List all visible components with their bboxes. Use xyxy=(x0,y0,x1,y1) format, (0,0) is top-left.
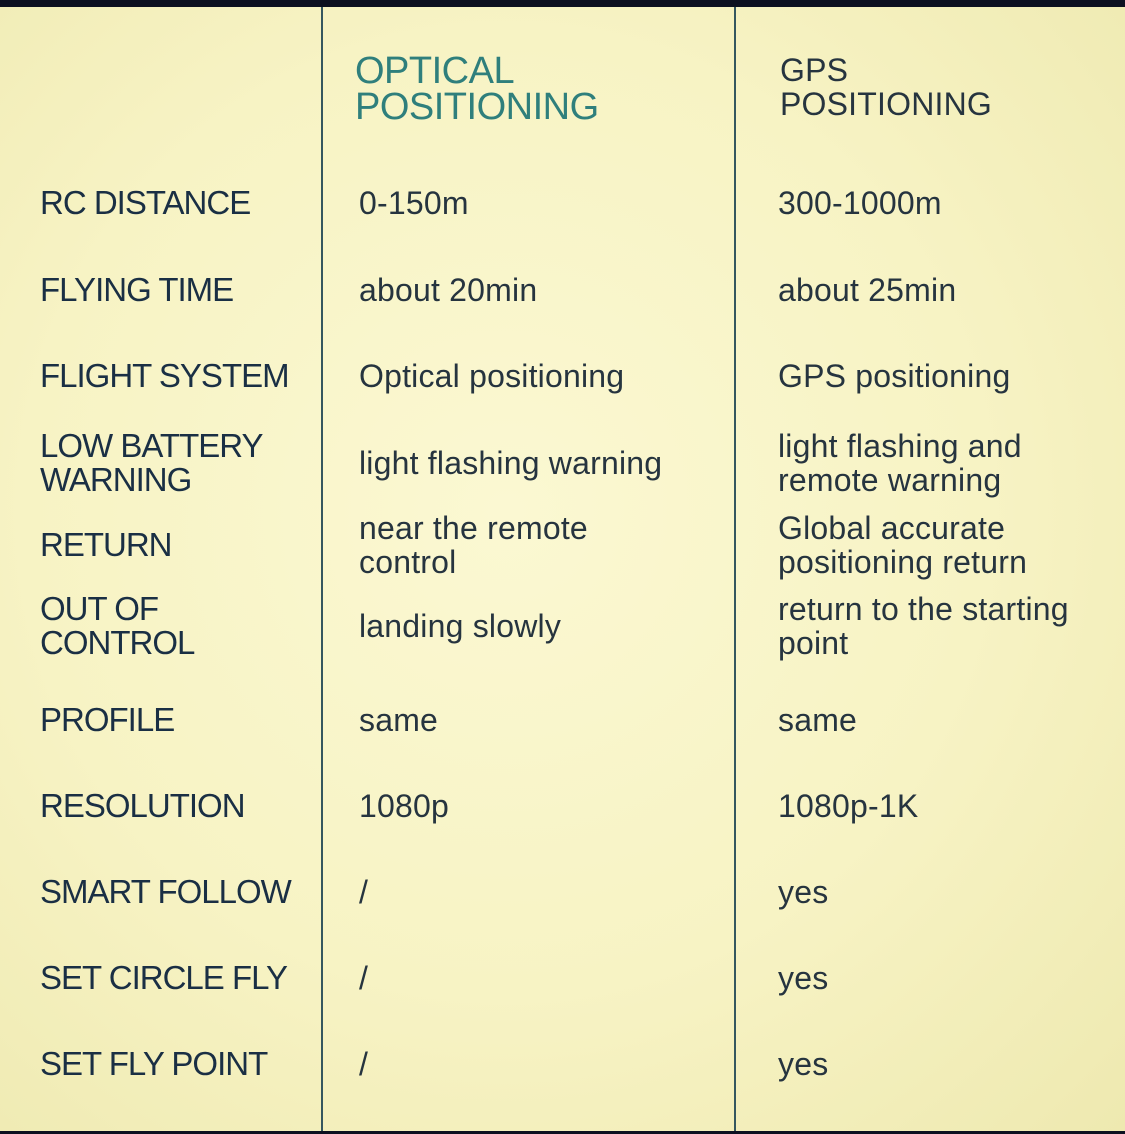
row-label: FLYING TIME xyxy=(40,271,234,308)
optical-value: / xyxy=(359,874,369,910)
row-label: RESOLUTION xyxy=(40,787,245,824)
optical-value: / xyxy=(359,960,369,996)
table-row-rc-distance xyxy=(0,173,1125,233)
optical-value: near the remote control xyxy=(359,510,588,580)
header-optical-positioning: OPTICAL POSITIONING xyxy=(355,50,599,128)
comparison-table xyxy=(0,7,1125,1131)
optical-value: landing slowly xyxy=(359,608,562,644)
optical-value: about 20min xyxy=(359,272,538,308)
table-row-flying-time xyxy=(0,260,1125,320)
optical-value: 0-150m xyxy=(359,185,469,221)
gps-value: yes xyxy=(778,874,829,910)
gps-value: return to the starting point xyxy=(778,591,1069,661)
table-row-flight-system xyxy=(0,346,1125,406)
optical-value: / xyxy=(359,1046,369,1082)
row-label: LOW BATTERY WARNING xyxy=(40,427,263,498)
optical-value: 1080p xyxy=(359,788,449,824)
gps-value: about 25min xyxy=(778,272,957,308)
gps-value: yes xyxy=(778,1046,829,1082)
gps-value: yes xyxy=(778,960,829,996)
row-label: PROFILE xyxy=(40,701,175,738)
header-gps-positioning: GPS POSITIONING xyxy=(780,52,992,122)
table-row-low-battery-warning xyxy=(0,427,1125,499)
table-row-resolution xyxy=(0,776,1125,836)
table-row-return xyxy=(0,507,1125,583)
row-label: SMART FOLLOW xyxy=(40,873,291,910)
gps-value: 1080p-1K xyxy=(778,788,919,824)
table-row-profile xyxy=(0,690,1125,750)
gps-value: same xyxy=(778,702,858,738)
row-label: OUT OF CONTROL xyxy=(40,590,195,661)
gps-value: 300-1000m xyxy=(778,185,942,221)
table-row-set-fly-point xyxy=(0,1034,1125,1094)
row-label: SET CIRCLE FLY xyxy=(40,959,288,996)
gps-value: light flashing and remote warning xyxy=(778,428,1022,498)
row-label: RC DISTANCE xyxy=(40,184,251,221)
row-label: RETURN xyxy=(40,526,172,563)
optical-value: Optical positioning xyxy=(359,358,625,394)
row-label: SET FLY POINT xyxy=(40,1045,268,1082)
table-row-set-circle-fly xyxy=(0,948,1125,1008)
optical-value: same xyxy=(359,702,439,738)
table-row-smart-follow xyxy=(0,862,1125,922)
table-row-out-of-control xyxy=(0,590,1125,662)
gps-value: GPS positioning xyxy=(778,358,1011,394)
optical-value: light flashing warning xyxy=(359,445,663,481)
row-label: FLIGHT SYSTEM xyxy=(40,357,289,394)
gps-value: Global accurate positioning return xyxy=(778,510,1028,580)
